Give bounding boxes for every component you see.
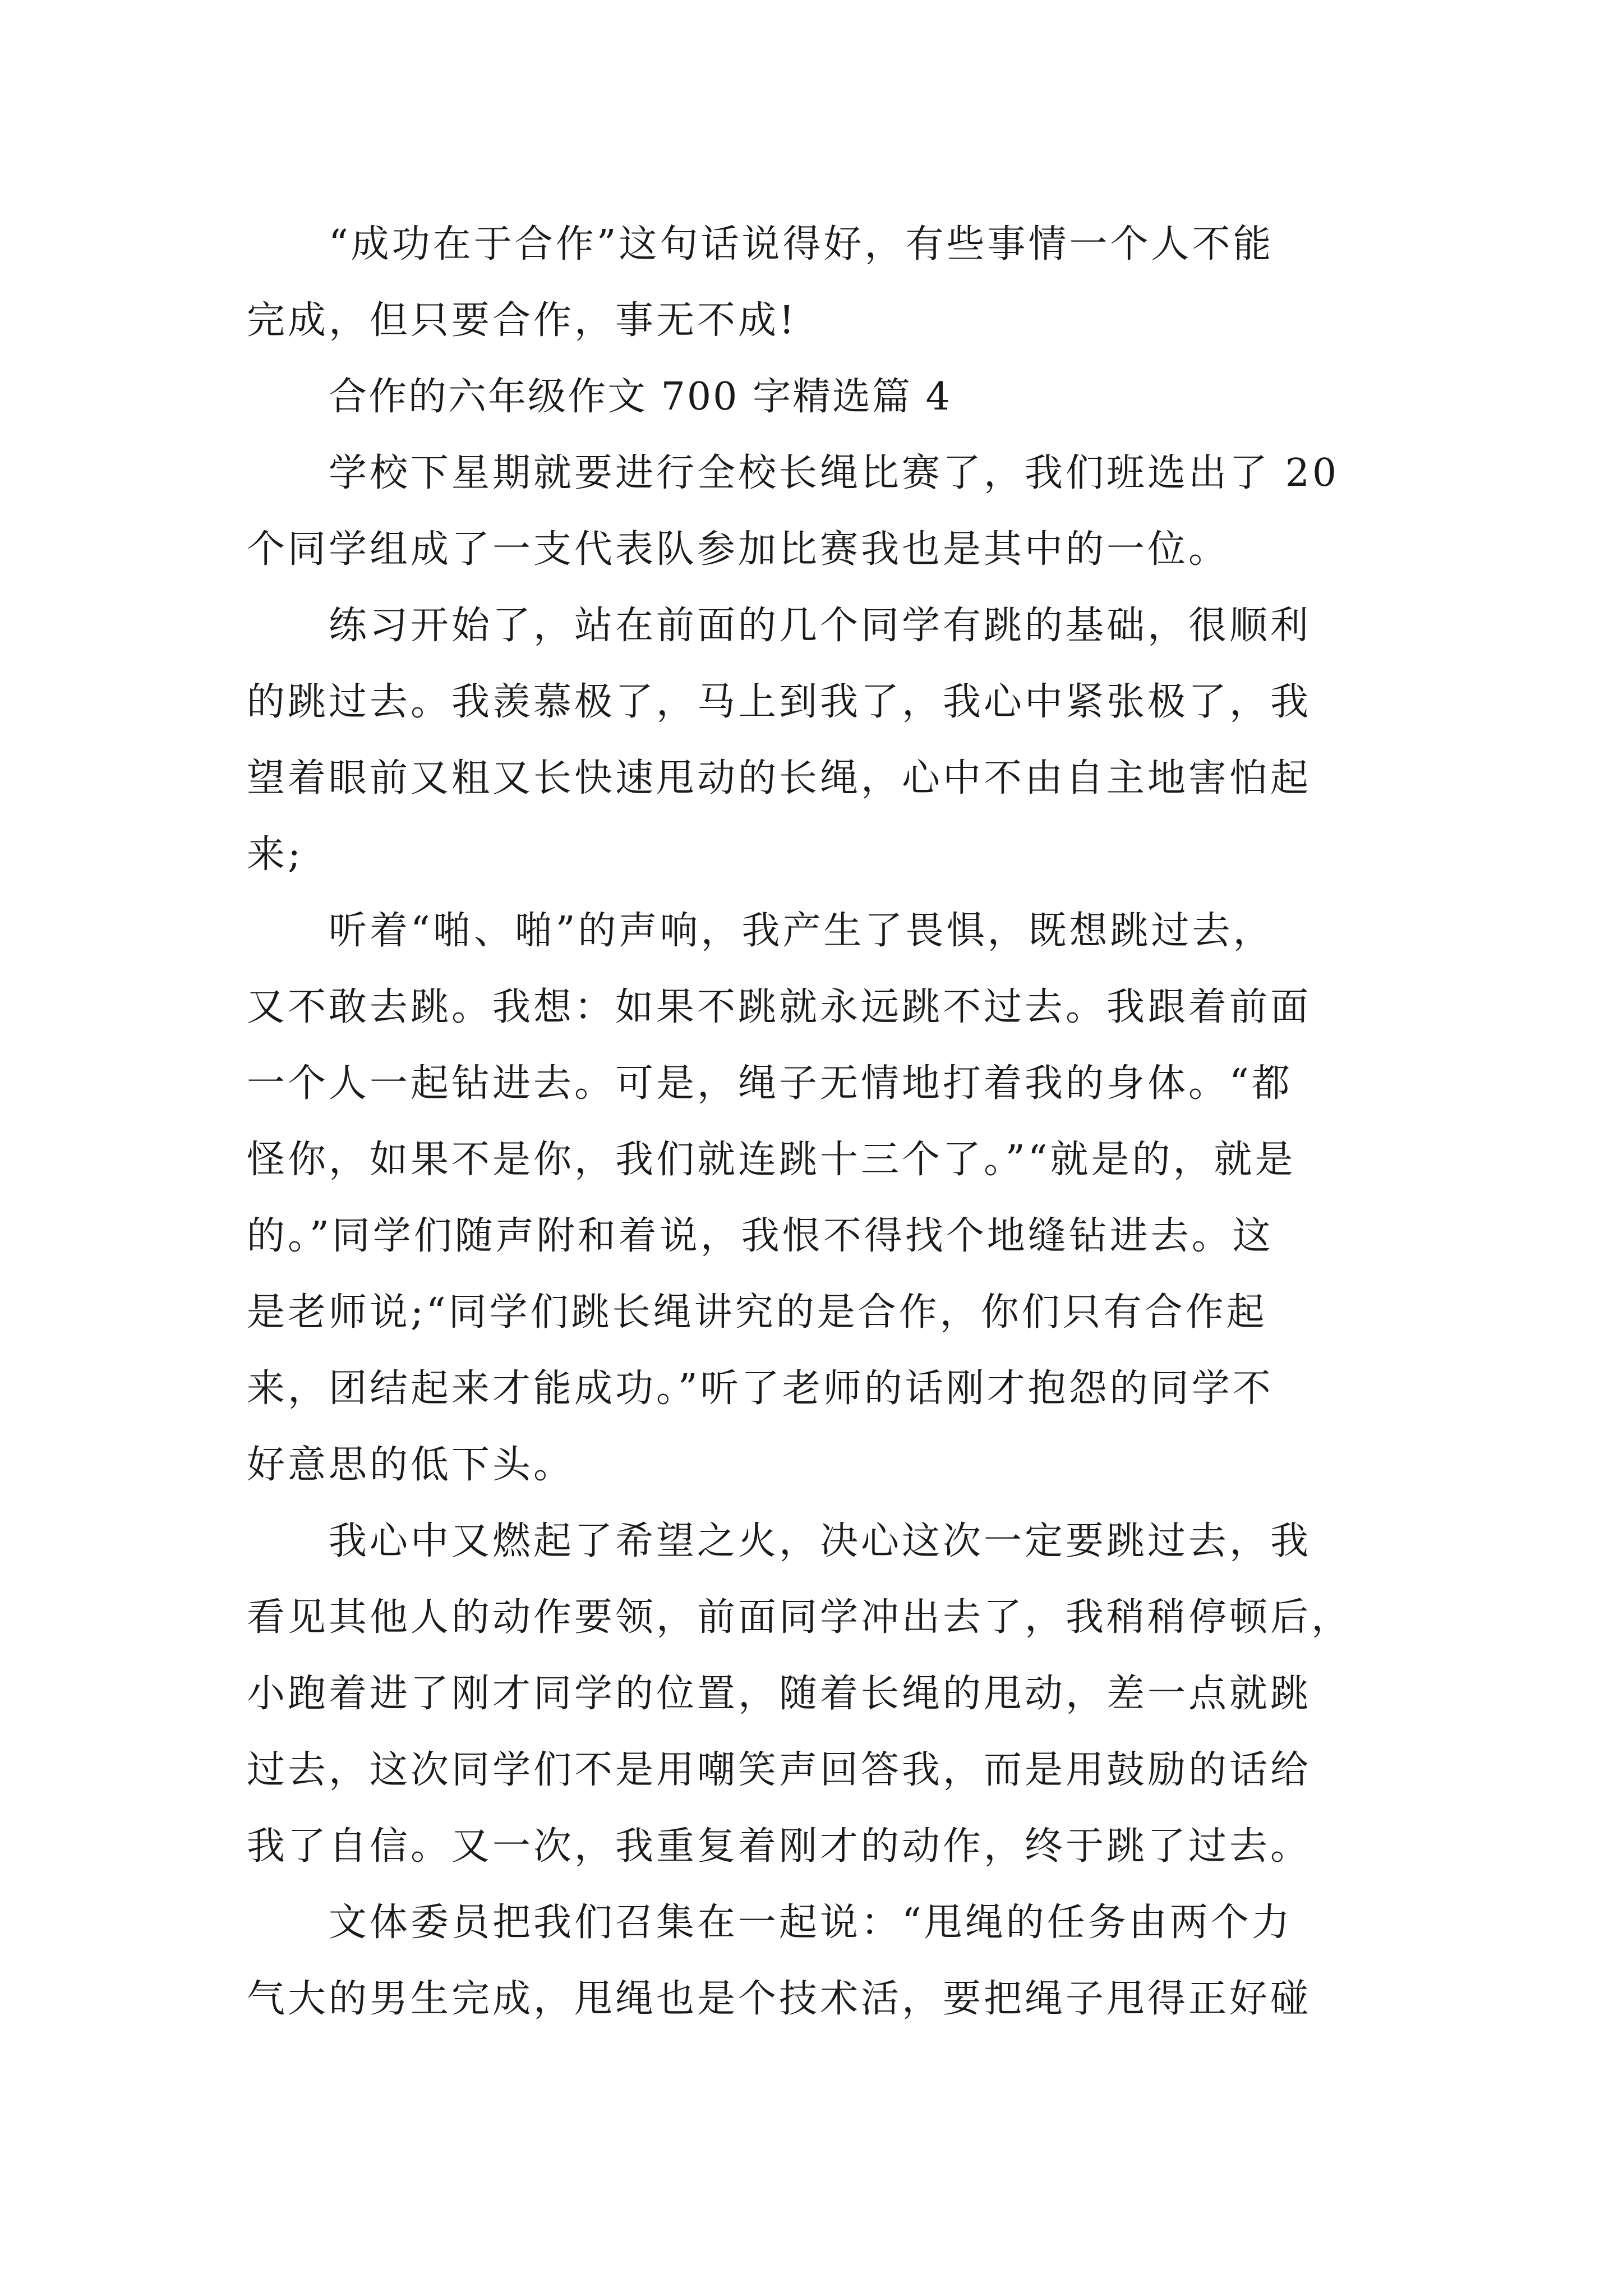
text-line: 我了自信。又一次，我重复着刚才的动作，终于跳了过去。 — [247, 1824, 1312, 1869]
text-line: 过去，这次同学们不是用嘲笑声回答我，而是用鼓励的话给 — [247, 1748, 1312, 1792]
text-line: “成功在于合作”这句话说得好，有些事情一个人不能 — [329, 222, 1274, 266]
text-line: 看见其他人的动作要领，前面同学冲出去了，我稍稍停顿后， — [247, 1595, 1353, 1640]
text-line: 完成，但只要合作，事无不成! — [247, 298, 797, 343]
text-line: 合作的六年级作文 700 字精选篇 4 — [329, 375, 952, 419]
paragraph — [247, 588, 1391, 893]
text-line: 又不敢去跳。我想：如果不跳就永远跳不过去。我跟着前面 — [247, 985, 1312, 1029]
text-line: 的跳过去。我羡慕极了，马上到我了，我心中紧张极了，我 — [247, 680, 1312, 724]
text-line: 练习开始了，站在前面的几个同学有跳的基础，很顺利 — [329, 604, 1312, 648]
text-line: 小跑着进了刚才同学的位置，随着长绳的甩动，差一点就跳 — [247, 1672, 1312, 1716]
text-line: 好意思的低下头。 — [247, 1443, 575, 1487]
text-line: 我心中又燃起了希望之火，决心这次一定要跳过去，我 — [329, 1519, 1312, 1563]
text-line: 来; — [247, 832, 303, 877]
text-line: 个同学组成了一支代表队参加比赛我也是其中的一位。 — [247, 527, 1230, 572]
text-line: 气大的男生完成，甩绳也是个技术活，要把绳子甩得正好碰 — [247, 1977, 1312, 2021]
paragraph — [247, 893, 1391, 1503]
text-line: 是老师说;“同学们跳长绳讲究的是合作，你们只有合作起 — [247, 1290, 1267, 1335]
paragraph — [247, 435, 1391, 588]
paragraph — [247, 1885, 1391, 2037]
paragraph — [247, 1503, 1391, 1885]
text-line: 一个人一起钻进去。可是，绳子无情地打着我的身体。“都 — [247, 1061, 1293, 1106]
text-line: 学校下星期就要进行全校长绳比赛了，我们班选出了 20 — [329, 451, 1340, 495]
text-line: 听着“啪、啪”的声响，我产生了畏惧，既想跳过去， — [329, 909, 1274, 953]
paragraph — [247, 206, 1391, 359]
document-body — [247, 206, 1391, 2037]
text-line: 来，团结起来才能成功。”听了老师的话刚才抱怨的同学不 — [247, 1366, 1274, 1411]
text-line: 的。”同学们随声附和着说，我恨不得找个地缝钻进去。这 — [247, 1214, 1274, 1258]
text-line: 文体委员把我们召集在一起说：“甩绳的任务由两个力 — [329, 1901, 1293, 1945]
text-line: 怪你，如果不是你，我们就连跳十三个了。”“就是的，就是 — [247, 1138, 1296, 1182]
text-line: 望着眼前又粗又长快速甩动的长绳，心中不由自主地害怕起 — [247, 756, 1312, 800]
section-heading — [247, 359, 1391, 435]
